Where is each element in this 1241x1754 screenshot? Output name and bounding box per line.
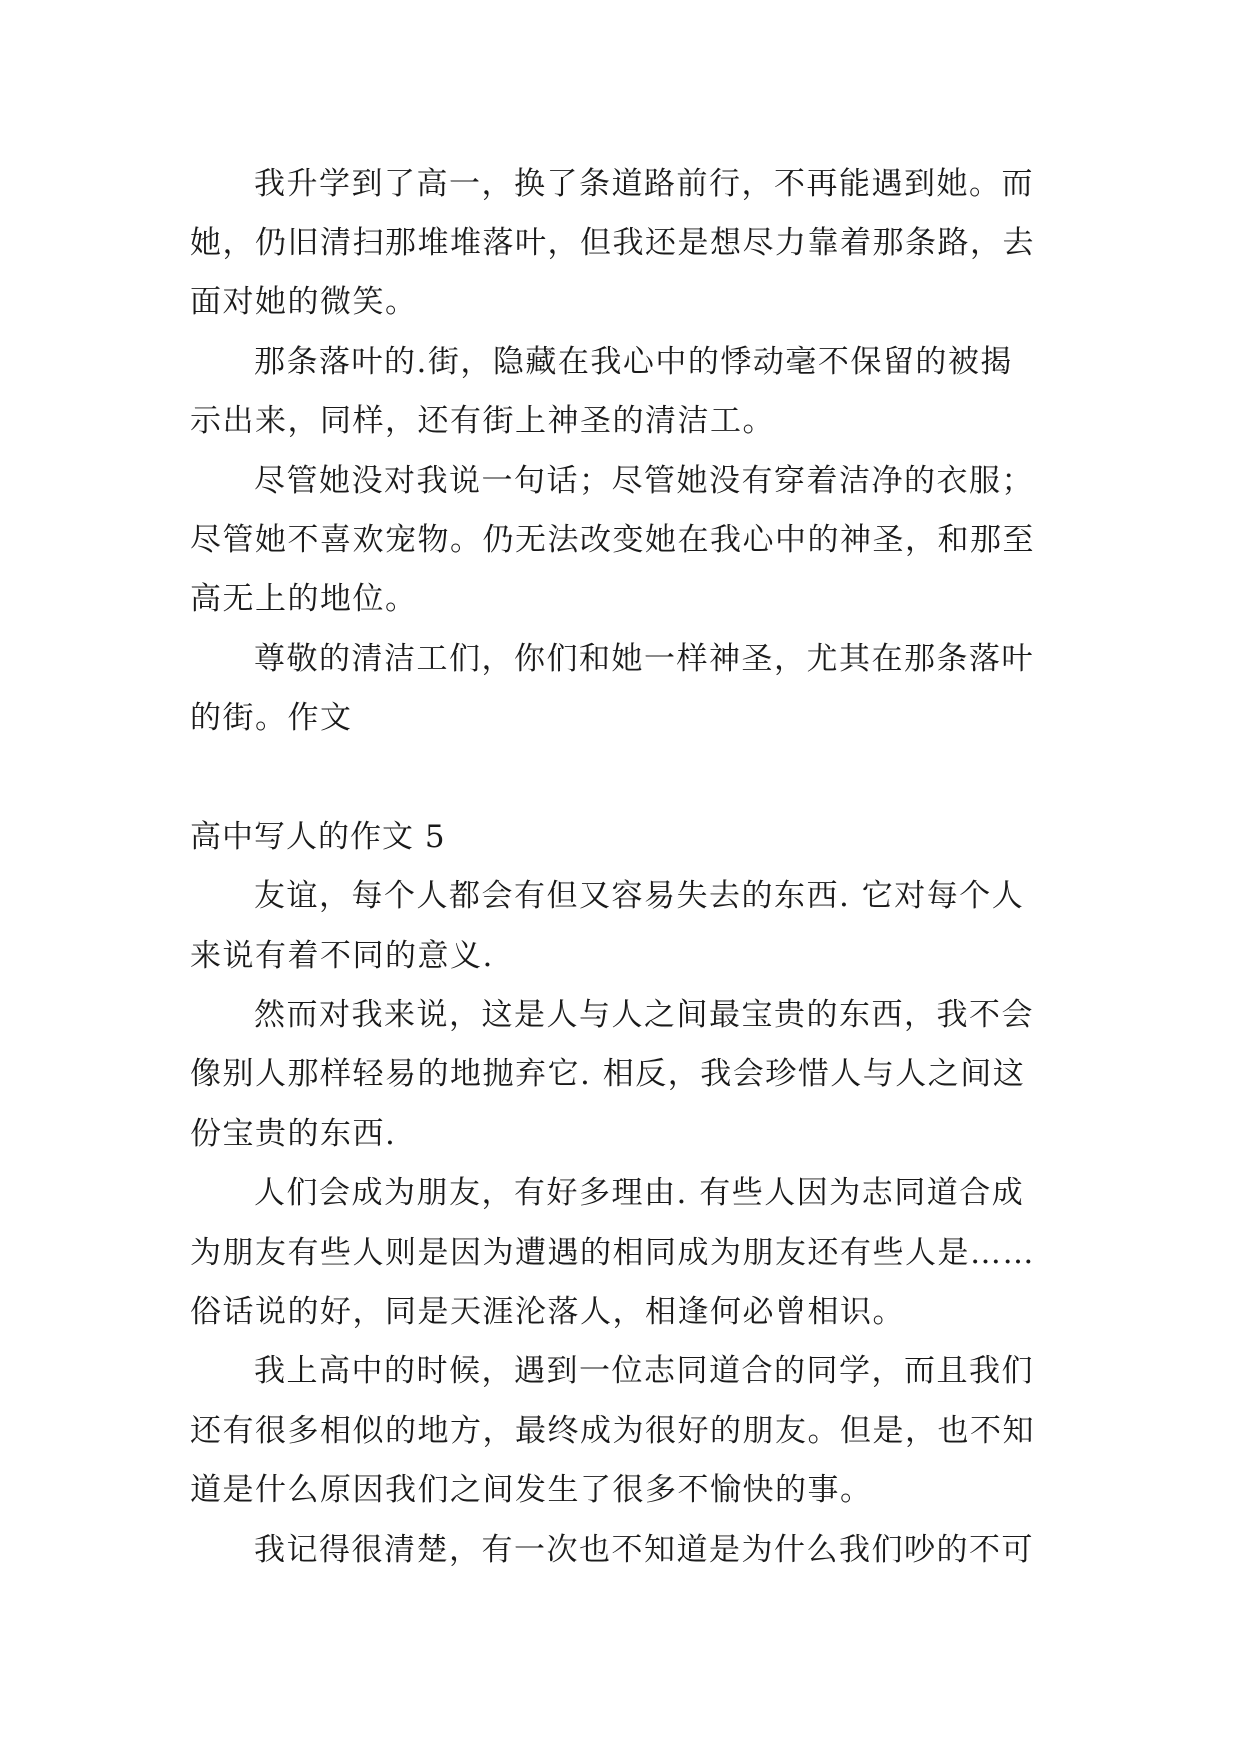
paragraph-line: 面对她的微笑。 (190, 284, 418, 320)
paragraph-line: 友谊，每个人都会有但又容易失去的东西. 它对每个人 (254, 878, 1025, 914)
paragraph-line: 尽管她没对我说一句话；尽管她没有穿着洁净的衣服； (254, 463, 1034, 499)
section-heading: 高中写人的作文 5 (190, 819, 446, 855)
paragraph-line: 来说有着不同的意义. (190, 938, 494, 974)
paragraph-line: 示出来，同样，还有街上神圣的清洁工。 (190, 403, 775, 439)
paragraph-line: 然而对我来说，这是人与人之间最宝贵的东西，我不会 (254, 997, 1034, 1033)
paragraph-line: 我记得很清楚，有一次也不知道是为什么我们吵的不可 (254, 1532, 1034, 1568)
paragraph-line: 高无上的地位。 (190, 581, 418, 617)
paragraph-line: 还有很多相似的地方，最终成为很好的朋友。但是，也不知 (190, 1413, 1035, 1449)
paragraph-line: 那条落叶的.街，隐藏在我心中的悸动毫不保留的被揭 (254, 344, 1013, 380)
paragraph-line: 尽管她不喜欢宠物。仍无法改变她在我心中的神圣，和那至 (190, 522, 1035, 558)
paragraph-line: 份宝贵的东西. (190, 1116, 397, 1152)
paragraph-line: 她，仍旧清扫那堆堆落叶，但我还是想尽力靠着那条路，去 (190, 225, 1035, 261)
paragraph-line: 俗话说的好，同是天涯沦落人，相逢何必曾相识。 (190, 1294, 905, 1330)
paragraph-line: 尊敬的清洁工们，你们和她一样神圣，尤其在那条落叶 (254, 641, 1034, 677)
paragraph-line: 我升学到了高一，换了条道路前行，不再能遇到她。而 (254, 166, 1034, 202)
paragraph-line: 像别人那样轻易的地抛弃它. 相反，我会珍惜人与人之间这 (190, 1056, 1026, 1092)
paragraph-line: 我上高中的时候，遇到一位志同道合的同学，而且我们 (254, 1353, 1034, 1389)
paragraph-line: 道是什么原因我们之间发生了很多不愉快的事。 (190, 1472, 873, 1508)
paragraph-line: 为朋友有些人则是因为遭遇的相同成为朋友还有些人是…… (190, 1235, 1035, 1271)
paragraph-line: 人们会成为朋友，有好多理由. 有些人因为志同道合成 (254, 1175, 1025, 1211)
paragraph-line: 的街。作文 (190, 700, 353, 736)
